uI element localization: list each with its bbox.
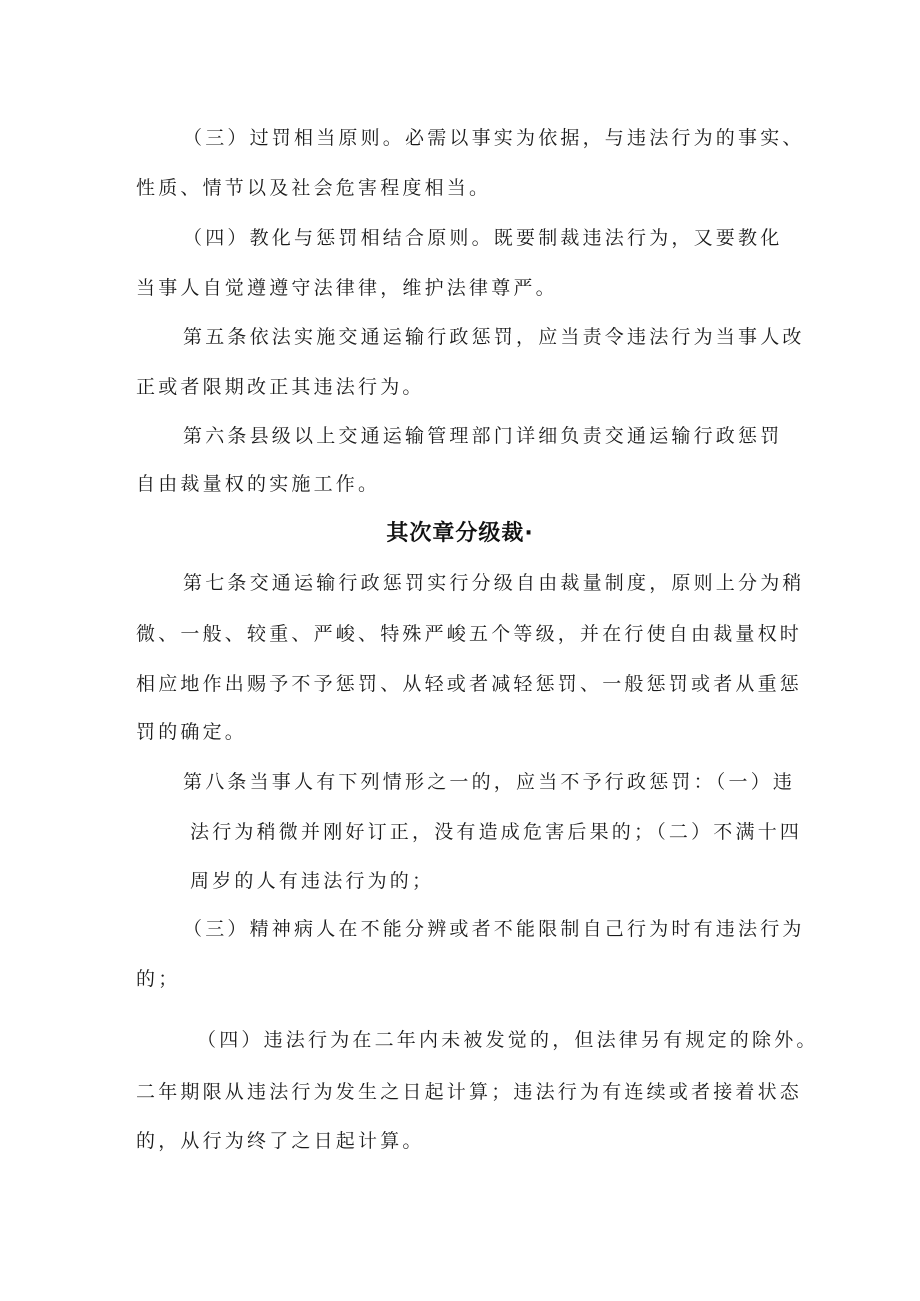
text-line: 第五条依法实施交通运输行政惩罚，应当责令违法行为当事人改: [183, 326, 805, 348]
text-line: 性质、情节以及社会危害程度相当。: [136, 177, 492, 199]
text-line: 相应地作出赐予不予惩罚、从轻或者减轻惩罚、一般惩罚或者从重惩: [136, 673, 803, 695]
text-line: 二年期限从违法行为发生之日起计算；违法行为有连续或者接着状态: [136, 1081, 803, 1103]
text-line: （四）违法行为在二年内未被发觉的，但法律另有规定的除外。: [197, 1029, 819, 1051]
text-line: 第七条交通运输行政惩罚实行分级自由裁量制度，原则上分为稍: [183, 572, 805, 594]
text-line: 罚的确定。: [136, 721, 248, 743]
text-line: （三）过罚相当原则。必需以事实为依据，与违法行为的事实、: [183, 127, 805, 149]
text-line: 的；: [136, 968, 181, 990]
text-line: 微、一般、较重、严峻、特殊严峻五个等级，并在行使自由裁量权时: [136, 623, 803, 645]
text-line: 法行为稍微并刚好订正，没有造成危害后果的；（二）不满十四: [190, 821, 803, 843]
chapter-heading: 其次章分级裁·: [386, 521, 534, 546]
text-line: 周岁的人有违法行为的；: [190, 870, 435, 892]
text-line: 的，从行为终了之日起计算。: [136, 1130, 425, 1152]
text-line: （四）教化与惩罚相结合原则。既要制裁违法行为，又要教化: [183, 227, 783, 249]
text-line: 自由裁量权的实施工作。: [136, 473, 381, 495]
text-line: 第八条当事人有下列情形之一的，应当不予行政惩罚：（一）违: [183, 771, 796, 793]
text-line: 正或者限期改正其违法行为。: [136, 376, 425, 398]
text-line: 第六条县级以上交通运输管理部门详细负责交通运输行政惩罚: [183, 425, 783, 447]
text-line: 当事人自觉遵遵守法律律，维护法律尊严。: [136, 277, 558, 299]
text-line: （三）精神病人在不能分辨或者不能限制自己行为时有违法行为: [183, 918, 805, 940]
